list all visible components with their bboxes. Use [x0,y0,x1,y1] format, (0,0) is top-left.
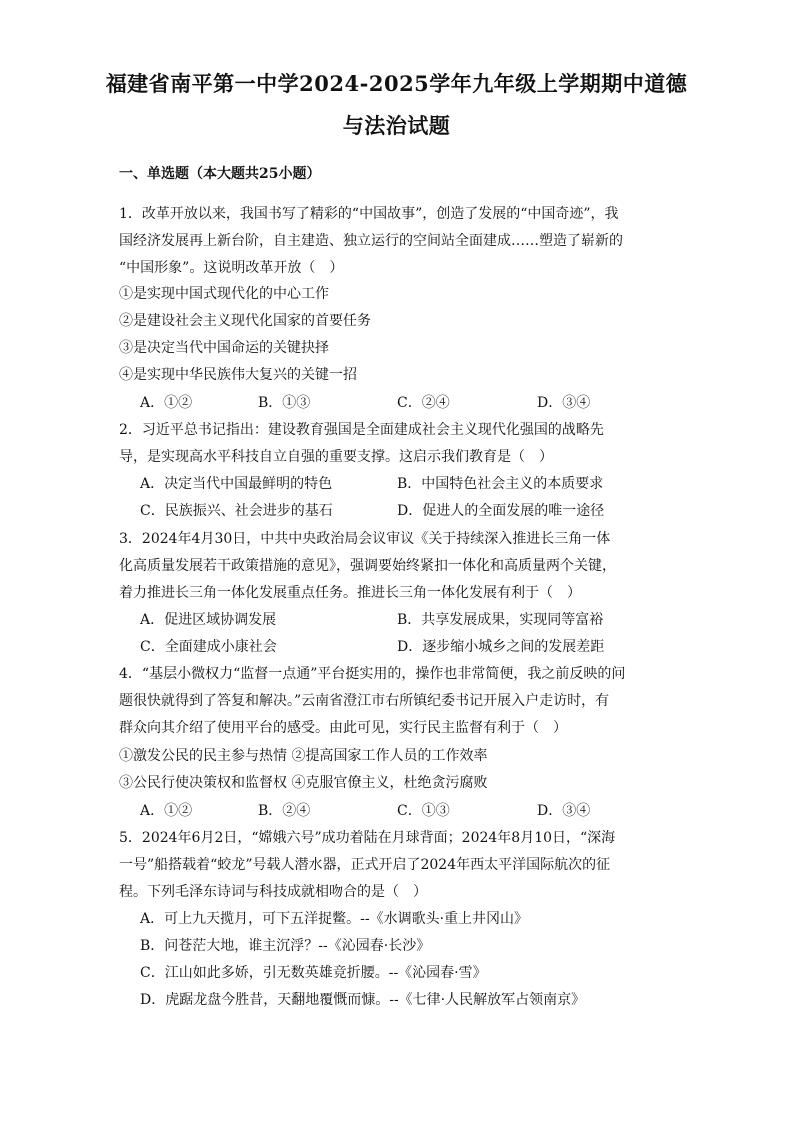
q1-statement-1: ①是实现中国式现代化的中心工作 [119,286,329,302]
q1-option-a: A．①② [140,395,193,411]
q5-option-b: B．问苍茫大地，谁主沉浮？--《沁园春·长沙》 [140,938,431,954]
q1-stem-line2: 国经济发展再上新台阶，自主建造、独立运行的空间站全面建成……塑造了崭新的 [119,233,623,249]
q5-stem-line2: 一号”船搭载着“蛟龙”号载人潜水器，正式开启了2024年西太平洋国际航次的征 [119,857,611,873]
q3-option-d: D．逐步缩小城乡之间的发展差距 [397,639,605,655]
q2-option-b: B．中国特色社会主义的本质要求 [397,476,604,492]
q2-option-a: A．决定当代中国最鲜明的特色 [140,476,333,492]
exam-title-line1: 福建省南平第一中学2024-2025学年九年级上学期期中道德 [105,71,688,96]
q4-statements-line2: ③公民行使决策权和监督权 ④克服官僚主义，杜绝贪污腐败 [119,775,488,791]
q4-option-c: C．①③ [397,803,450,819]
q5-option-d: D．虎踞龙盘今胜昔，天翻地覆慨而慷。--《七律·人民解放军占领南京》 [140,992,586,1008]
q2-stem-line1: 2．习近平总书记指出：建设教育强国是全面建成社会主义现代化强国的战略先 [119,422,604,438]
q1-option-d: D．③④ [537,395,591,411]
q3-stem-line2: 化高质量发展若干政策措施的意见》，强调要始终紧扣一体化和高质量两个关键， [119,558,616,574]
q2-option-c: C．民族振兴、社会进步的基石 [140,503,333,519]
q4-stem-line1: 4．“基层小微权力“监督一点通”平台挺实用的，操作也非常简便，我之前反映的问 [119,666,626,682]
q4-option-a: A．①② [140,803,193,819]
q5-stem-line1: 5．2024年6月2日，“嫦娥六号”成功着陆在月球背面；2024年8月10日，“深海 [119,830,616,846]
q2-option-d: D．促进人的全面发展的唯一途径 [397,503,605,519]
q1-option-b: B．①③ [258,395,311,411]
q1-stem-line1: 1．改革开放以来，我国书写了精彩的“中国故事”，创造了发展的“中国奇迹”，我 [119,206,619,222]
exam-title-line2: 与法治试题 [342,113,451,138]
q1-option-c: C．②④ [397,395,450,411]
q3-stem-line1: 3．2024年4月30日，中共中央政治局会议审议《关于持续深入推进长三角一体 [119,531,611,547]
q3-option-c: C．全面建成小康社会 [140,639,277,655]
q4-stem-line3: 群众向其介绍了使用平台的感受。由此可见，实行民主监督有利于（ ） [119,720,567,736]
q5-stem-line3: 程。下列毛泽东诗词与科技成就相吻合的是（ ） [119,884,427,900]
q4-option-d: D．③④ [537,803,591,819]
q3-option-b: B．共享发展成果，实现同等富裕 [397,612,604,628]
q2-stem-line2: 导，是实现高水平科技自立自强的重要支撑。这启示我们教育是（ ） [119,449,553,465]
q4-option-b: B．②④ [258,803,311,819]
q1-statement-2: ②是建设社会主义现代化国家的首要任务 [119,313,371,329]
q1-statement-4: ④是实现中华民族伟大复兴的关键一招 [119,367,357,383]
q1-statement-3: ③是决定当代中国命运的关键抉择 [119,340,329,356]
q5-option-c: C．江山如此多娇，引无数英雄竞折腰。--《沁园春·雪》 [140,965,487,981]
q3-stem-line3: 着力推进长三角一体化发展重点任务。推进长三角一体化发展有利于（ ） [119,585,581,601]
q4-stem-line2: 题很快就得到了答复和解决。”云南省澄江市右所镇纪委书记开展入户走访时，有 [119,693,610,709]
q5-option-a: A．可上九天揽月，可下五洋捉鳖。--《水调歌头·重上井冈山》 [140,911,529,927]
section-heading: 一、单选题（本大题共25小题） [119,166,321,182]
q3-option-a: A．促进区域协调发展 [140,612,277,628]
q1-stem-line3: “中国形象”。这说明改革开放（ ） [119,260,344,276]
q4-statements-line1: ①激发公民的民主参与热情 ②提高国家工作人员的工作效率 [119,748,488,764]
